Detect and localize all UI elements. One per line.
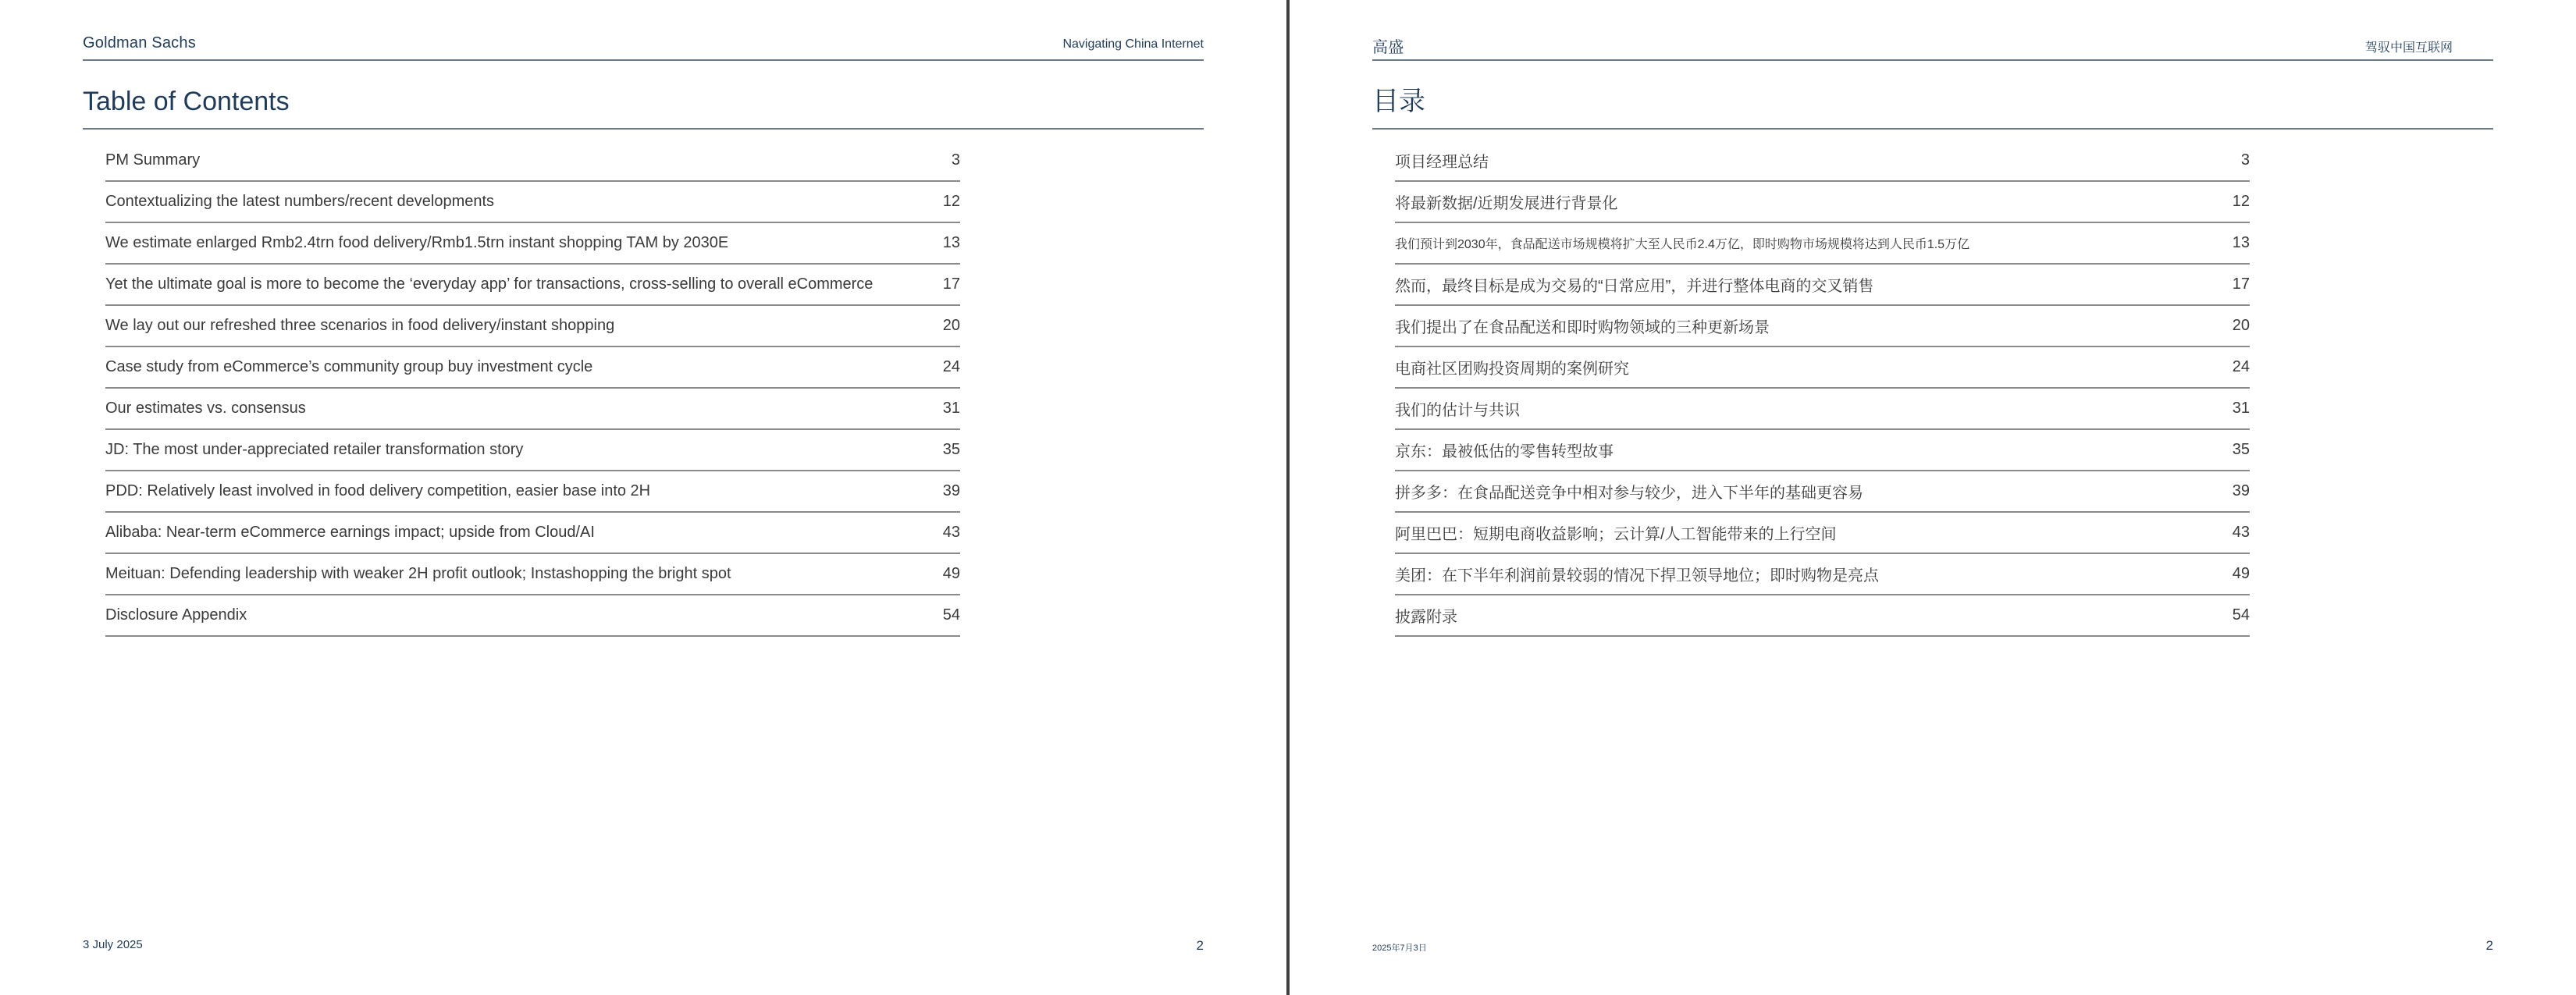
- toc-page-number: 20: [2232, 317, 2250, 334]
- toc-label: We lay out our refreshed three scenarios in food delivery/instant shopping: [105, 317, 615, 334]
- toc-row[interactable]: [1395, 140, 2250, 182]
- toc-row[interactable]: [1395, 430, 2250, 471]
- toc-label: JD: The most under-appreciated retailer transformation story: [105, 441, 524, 458]
- brand-name: Goldman Sachs: [83, 34, 196, 52]
- toc-row[interactable]: [1395, 265, 2250, 306]
- toc-page-number: 24: [2232, 358, 2250, 375]
- toc-row[interactable]: [1395, 223, 2250, 265]
- toc-label: 电商社区团购投资周期的案例研究: [1395, 361, 1629, 378]
- toc-label: 将最新数据/近期发展进行背景化: [1395, 195, 1618, 212]
- toc-page-number: 12: [2232, 193, 2250, 210]
- toc-label: 京东：最被低估的零售转型故事: [1395, 443, 1614, 460]
- toc-list: [105, 140, 960, 637]
- toc-row[interactable]: [1395, 513, 2250, 554]
- toc-page-number: 3: [2240, 151, 2250, 169]
- toc-row[interactable]: [105, 223, 960, 265]
- toc-heading: Table of Contents: [83, 84, 1204, 130]
- page-header: [83, 34, 1204, 61]
- toc-label: 项目经理总结: [1395, 154, 1489, 171]
- toc-page-number: 49: [2232, 565, 2250, 582]
- toc-label: 然而，最终目标是成为交易的“日常应用”，并进行整体电商的交叉销售: [1395, 278, 1874, 295]
- toc-row[interactable]: [1395, 595, 2250, 637]
- toc-row[interactable]: [1395, 306, 2250, 347]
- toc-label: Alibaba: Near-term eCommerce earnings impact; upside from Cloud/AI: [105, 524, 595, 541]
- toc-label: We estimate enlarged Rmb2.4trn food delivery/Rmb1.5trn instant shopping TAM by 2030E: [105, 234, 729, 251]
- toc-row[interactable]: [105, 265, 960, 306]
- footer-date: 3 July 2025: [83, 938, 143, 951]
- toc-row[interactable]: [1395, 554, 2250, 595]
- toc-row[interactable]: [105, 140, 960, 182]
- toc-label: PM Summary: [105, 151, 201, 169]
- toc-row[interactable]: [1395, 182, 2250, 223]
- english-page: [0, 0, 1286, 995]
- footer-page-number: 2: [1196, 938, 1204, 953]
- toc-label: 我们提出了在食品配送和即时购物领域的三种更新场景: [1395, 319, 1770, 336]
- toc-row[interactable]: [105, 595, 960, 637]
- toc-label: 我们预计到2030年，食品配送市场规模将扩大至人民币2.4万亿，即时购物市场规模将达到人民币1.5万亿: [1395, 238, 1970, 251]
- toc-page-number: 39: [2232, 482, 2250, 499]
- toc-row[interactable]: [105, 471, 960, 513]
- toc-row[interactable]: [105, 554, 960, 595]
- toc-page-number: 35: [942, 441, 960, 458]
- toc-page-number: 43: [942, 524, 960, 541]
- toc-heading: 目录: [1372, 84, 2493, 130]
- toc-label: Disclosure Appendix: [105, 606, 247, 624]
- toc-page-number: 39: [942, 482, 960, 499]
- toc-page-number: 54: [2232, 606, 2250, 624]
- toc-label: Yet the ultimate goal is more to become the ‘everyday app’ for transactions, cross-selling to overall eCommerce: [105, 275, 873, 293]
- toc-list: [1395, 140, 2250, 637]
- toc-page-number: 24: [942, 358, 960, 375]
- brand-name: 高盛: [1372, 39, 1404, 56]
- toc-page-number: 3: [951, 151, 960, 169]
- toc-label: 披露附录: [1395, 609, 1457, 626]
- toc-row[interactable]: [105, 513, 960, 554]
- toc-label: Case study from eCommerce’s community group buy investment cycle: [105, 358, 593, 375]
- toc-row[interactable]: [1395, 347, 2250, 389]
- toc-page-number: 17: [2232, 275, 2250, 293]
- toc-page-number: 35: [2232, 441, 2250, 458]
- footer-date: 2025年7月3日: [1372, 943, 1427, 953]
- toc-row[interactable]: [1395, 471, 2250, 513]
- toc-page-number: 20: [942, 317, 960, 334]
- toc-page-number: 43: [2232, 524, 2250, 541]
- toc-page-number: 49: [942, 565, 960, 582]
- toc-page-number: 12: [942, 193, 960, 210]
- toc-row[interactable]: [105, 389, 960, 430]
- toc-page-number: 13: [2232, 234, 2250, 251]
- toc-page-number: 31: [942, 400, 960, 417]
- chinese-page: [1290, 0, 2576, 995]
- toc-page-number: 17: [942, 275, 960, 293]
- report-title: 驾驭中国互联网: [2364, 41, 2453, 55]
- toc-row[interactable]: [105, 306, 960, 347]
- toc-label: 美团：在下半年利润前景较弱的情况下捍卫领导地位；即时购物是亮点: [1395, 567, 1879, 585]
- page-header: [1372, 34, 2493, 61]
- toc-label: Meituan: Defending leadership with weaker 2H profit outlook; Instashopping the bright spot: [105, 565, 731, 582]
- toc-label: 我们的估计与共识: [1395, 402, 1520, 419]
- toc-page-number: 13: [942, 234, 960, 251]
- toc-label: Contextualizing the latest numbers/recent developments: [105, 193, 495, 210]
- toc-row[interactable]: [1395, 389, 2250, 430]
- toc-label: Our estimates vs. consensus: [105, 400, 306, 417]
- report-title: Navigating China Internet: [1062, 37, 1204, 51]
- toc-label: 阿里巴巴：短期电商收益影响；云计算/人工智能带来的上行空间: [1395, 526, 1837, 543]
- toc-row[interactable]: [105, 347, 960, 389]
- toc-page-number: 31: [2232, 400, 2250, 417]
- toc-row[interactable]: [105, 430, 960, 471]
- toc-label: 拼多多：在食品配送竞争中相对参与较少，进入下半年的基础更容易: [1395, 485, 1863, 502]
- footer-page-number: 2: [2485, 938, 2493, 953]
- toc-label: PDD: Relatively least involved in food delivery competition, easier base into 2H: [105, 482, 651, 499]
- toc-page-number: 54: [942, 606, 960, 624]
- toc-row[interactable]: [105, 182, 960, 223]
